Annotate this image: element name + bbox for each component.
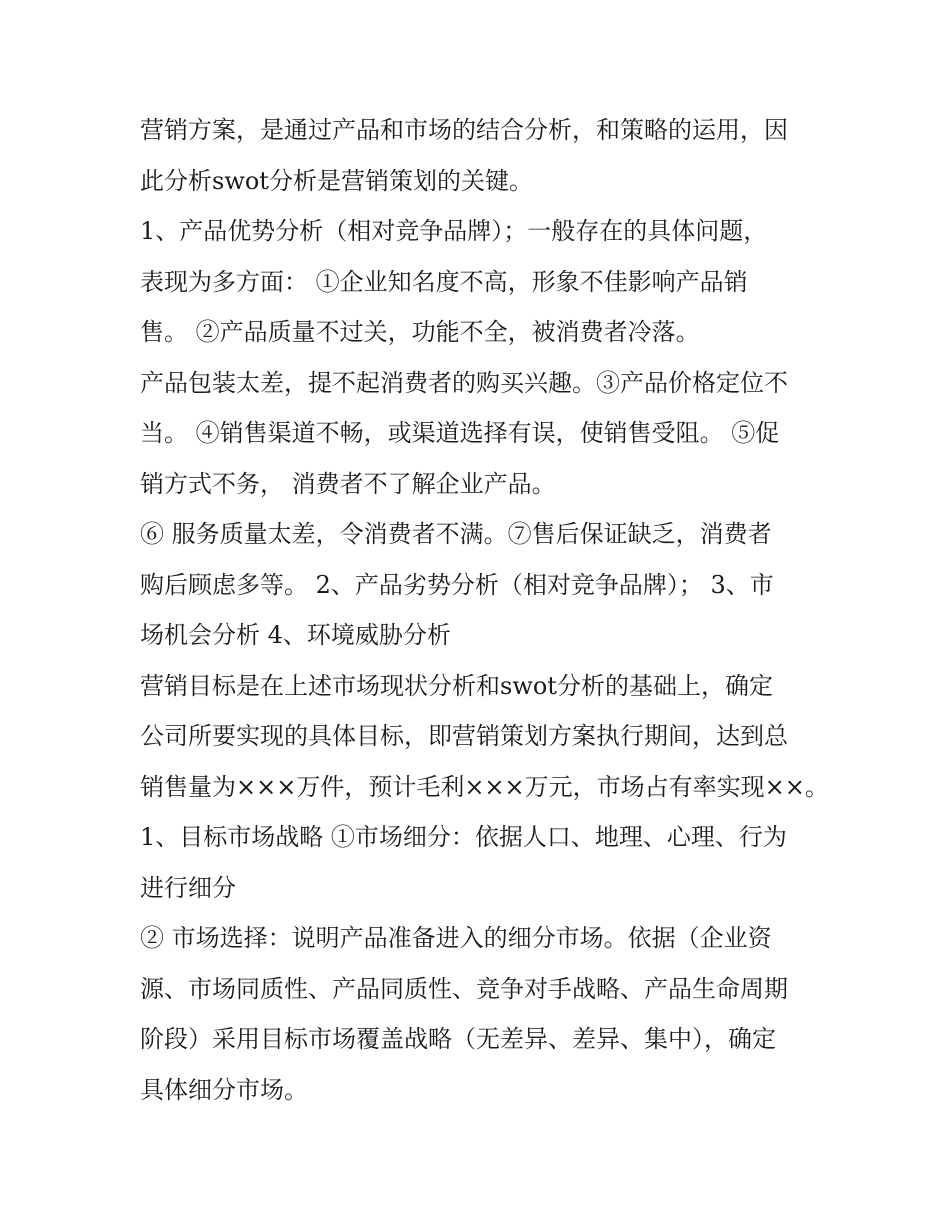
- text-line: 场机会分析 4、环境威胁分析: [140, 621, 451, 649]
- text-line: ⑥ 服务质量太差，令消费者不满。⑦售后保证缺乏，消费者: [140, 520, 772, 548]
- text-line: 销售量为×××万件，预计毛利×××万元，市场占有率实现××。: [140, 772, 829, 801]
- text-line: 公司所要实现的具体目标，即营销策划方案执行期间，达到总: [140, 722, 788, 750]
- text-line: 购后顾虑多等。 2、产品劣势分析（相对竞争品牌）； 3、市: [140, 570, 774, 599]
- text-line: 具体细分市场。: [140, 1075, 308, 1104]
- text-line: 1、产品优势分析（相对竞争品牌）；一般存在的具体问题，: [140, 217, 768, 245]
- text-line: 销方式不务， 消费者不了解企业产品。: [140, 469, 556, 498]
- text-line: 产品包装太差，提不起消费者的购买兴趣。③产品价格定位不: [140, 368, 788, 397]
- text-line: 此分析swot分析是营销策划的关键。: [140, 166, 533, 195]
- text-line: 1、目标市场战略 ①市场细分：依据人口、地理、心理、行为: [140, 823, 787, 851]
- text-line: 源、市场同质性、产品同质性、竞争对手战略、产品生命周期: [140, 974, 788, 1003]
- text-line: 表现为多方面： ①企业知名度不高，形象不佳影响产品销: [140, 267, 748, 296]
- text-line: 阶段）采用目标市场覆盖战略（无差异、差异、集中），确定: [140, 1025, 776, 1053]
- text-line: 售。 ②产品质量不过关，功能不全，被消费者冷落。: [140, 318, 700, 346]
- text-line: 当。 ④销售渠道不畅，或渠道选择有误，使销售受阻。 ⑤促: [140, 419, 780, 447]
- document-body: [140, 105, 830, 1115]
- text-line: ② 市场选择：说明产品准备进入的细分市场。依据（企业资: [140, 924, 772, 952]
- text-line: 进行细分: [140, 873, 236, 902]
- text-line: 营销目标是在上述市场现状分析和swot分析的基础上，确定: [140, 671, 773, 700]
- text-line: 营销方案，是通过产品和市场的结合分析，和策略的运用，因: [140, 116, 788, 144]
